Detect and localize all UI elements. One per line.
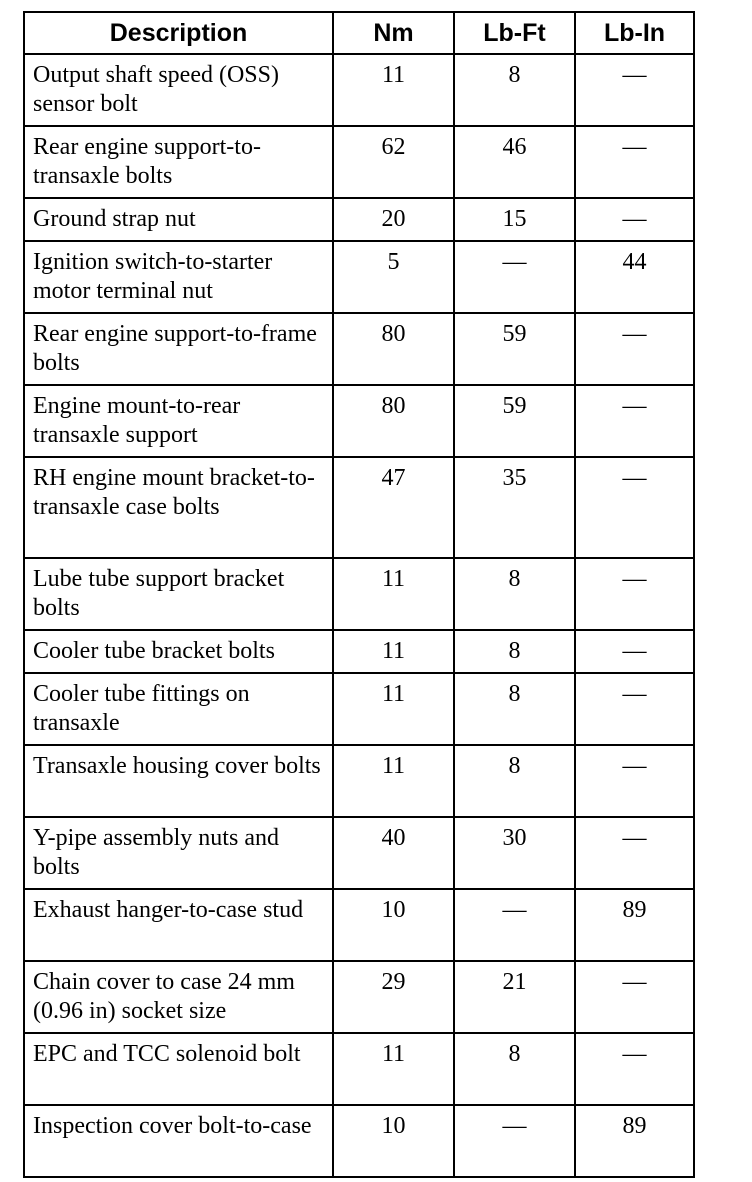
table-row bbox=[24, 1105, 694, 1177]
cell-description: Exhaust hanger-to-case stud bbox=[24, 889, 333, 961]
cell-description: Transaxle housing cover bolts bbox=[24, 745, 333, 817]
table-header-row bbox=[24, 12, 694, 54]
cell-lb-in: — bbox=[575, 457, 694, 558]
cell-nm: 11 bbox=[333, 630, 454, 673]
cell-lb-ft: — bbox=[454, 889, 575, 961]
cell-nm: 11 bbox=[333, 745, 454, 817]
cell-description: Ground strap nut bbox=[24, 198, 333, 241]
table-row bbox=[24, 198, 694, 241]
cell-nm: 11 bbox=[333, 673, 454, 745]
cell-nm: 10 bbox=[333, 1105, 454, 1177]
cell-description: Output shaft speed (OSS) sensor bolt bbox=[24, 54, 333, 126]
cell-lb-in: 89 bbox=[575, 1105, 694, 1177]
header-lb-ft: Lb-Ft bbox=[454, 12, 575, 54]
table-row bbox=[24, 241, 694, 313]
cell-description: Y-pipe assembly nuts and bolts bbox=[24, 817, 333, 889]
cell-lb-ft: 8 bbox=[454, 673, 575, 745]
cell-description: Cooler tube fittings on transaxle bbox=[24, 673, 333, 745]
cell-lb-in: — bbox=[575, 1033, 694, 1105]
cell-description: Inspection cover bolt-to-case bbox=[24, 1105, 333, 1177]
cell-description: Cooler tube bracket bolts bbox=[24, 630, 333, 673]
cell-lb-ft: — bbox=[454, 241, 575, 313]
cell-nm: 40 bbox=[333, 817, 454, 889]
table-row bbox=[24, 630, 694, 673]
cell-nm: 11 bbox=[333, 1033, 454, 1105]
cell-description: Rear engine support-to-frame bolts bbox=[24, 313, 333, 385]
table-row bbox=[24, 313, 694, 385]
cell-description: Chain cover to case 24 mm (0.96 in) socket size bbox=[24, 961, 333, 1033]
cell-lb-in: 44 bbox=[575, 241, 694, 313]
cell-lb-ft: 59 bbox=[454, 313, 575, 385]
table-row bbox=[24, 126, 694, 198]
table-row bbox=[24, 385, 694, 457]
cell-lb-ft: 30 bbox=[454, 817, 575, 889]
table-row bbox=[24, 54, 694, 126]
table-row bbox=[24, 558, 694, 630]
table-row bbox=[24, 673, 694, 745]
cell-lb-in: — bbox=[575, 673, 694, 745]
cell-nm: 10 bbox=[333, 889, 454, 961]
torque-spec-table-wrapper bbox=[23, 11, 693, 1178]
table-row bbox=[24, 961, 694, 1033]
cell-lb-ft: 8 bbox=[454, 630, 575, 673]
header-lb-in: Lb-In bbox=[575, 12, 694, 54]
cell-description: RH engine mount bracket-to-transaxle case bolts bbox=[24, 457, 333, 558]
cell-lb-in: — bbox=[575, 817, 694, 889]
cell-nm: 20 bbox=[333, 198, 454, 241]
torque-spec-table bbox=[23, 11, 695, 1178]
cell-lb-in: — bbox=[575, 745, 694, 817]
cell-lb-in: — bbox=[575, 630, 694, 673]
cell-lb-ft: 35 bbox=[454, 457, 575, 558]
cell-description: Lube tube support bracket bolts bbox=[24, 558, 333, 630]
cell-lb-in: — bbox=[575, 313, 694, 385]
cell-lb-ft: 8 bbox=[454, 54, 575, 126]
cell-lb-in: — bbox=[575, 126, 694, 198]
table-row bbox=[24, 457, 694, 558]
cell-description: EPC and TCC solenoid bolt bbox=[24, 1033, 333, 1105]
header-description: Description bbox=[24, 12, 333, 54]
cell-lb-in: — bbox=[575, 961, 694, 1033]
cell-lb-in: — bbox=[575, 385, 694, 457]
cell-lb-in: — bbox=[575, 198, 694, 241]
table-row bbox=[24, 745, 694, 817]
cell-lb-ft: 8 bbox=[454, 1033, 575, 1105]
cell-nm: 5 bbox=[333, 241, 454, 313]
cell-lb-in: — bbox=[575, 558, 694, 630]
cell-nm: 47 bbox=[333, 457, 454, 558]
table-row bbox=[24, 1033, 694, 1105]
cell-description: Engine mount-to-rear transaxle support bbox=[24, 385, 333, 457]
table-row bbox=[24, 889, 694, 961]
cell-description: Rear engine support-to-transaxle bolts bbox=[24, 126, 333, 198]
cell-nm: 80 bbox=[333, 313, 454, 385]
cell-description: Ignition switch-to-starter motor terminal nut bbox=[24, 241, 333, 313]
cell-nm: 80 bbox=[333, 385, 454, 457]
cell-nm: 62 bbox=[333, 126, 454, 198]
cell-lb-in: 89 bbox=[575, 889, 694, 961]
cell-lb-ft: 59 bbox=[454, 385, 575, 457]
table-row bbox=[24, 817, 694, 889]
cell-lb-ft: 8 bbox=[454, 558, 575, 630]
cell-lb-ft: 15 bbox=[454, 198, 575, 241]
cell-lb-in: — bbox=[575, 54, 694, 126]
cell-lb-ft: — bbox=[454, 1105, 575, 1177]
cell-lb-ft: 46 bbox=[454, 126, 575, 198]
cell-lb-ft: 8 bbox=[454, 745, 575, 817]
cell-nm: 29 bbox=[333, 961, 454, 1033]
header-nm: Nm bbox=[333, 12, 454, 54]
cell-nm: 11 bbox=[333, 558, 454, 630]
cell-lb-ft: 21 bbox=[454, 961, 575, 1033]
cell-nm: 11 bbox=[333, 54, 454, 126]
